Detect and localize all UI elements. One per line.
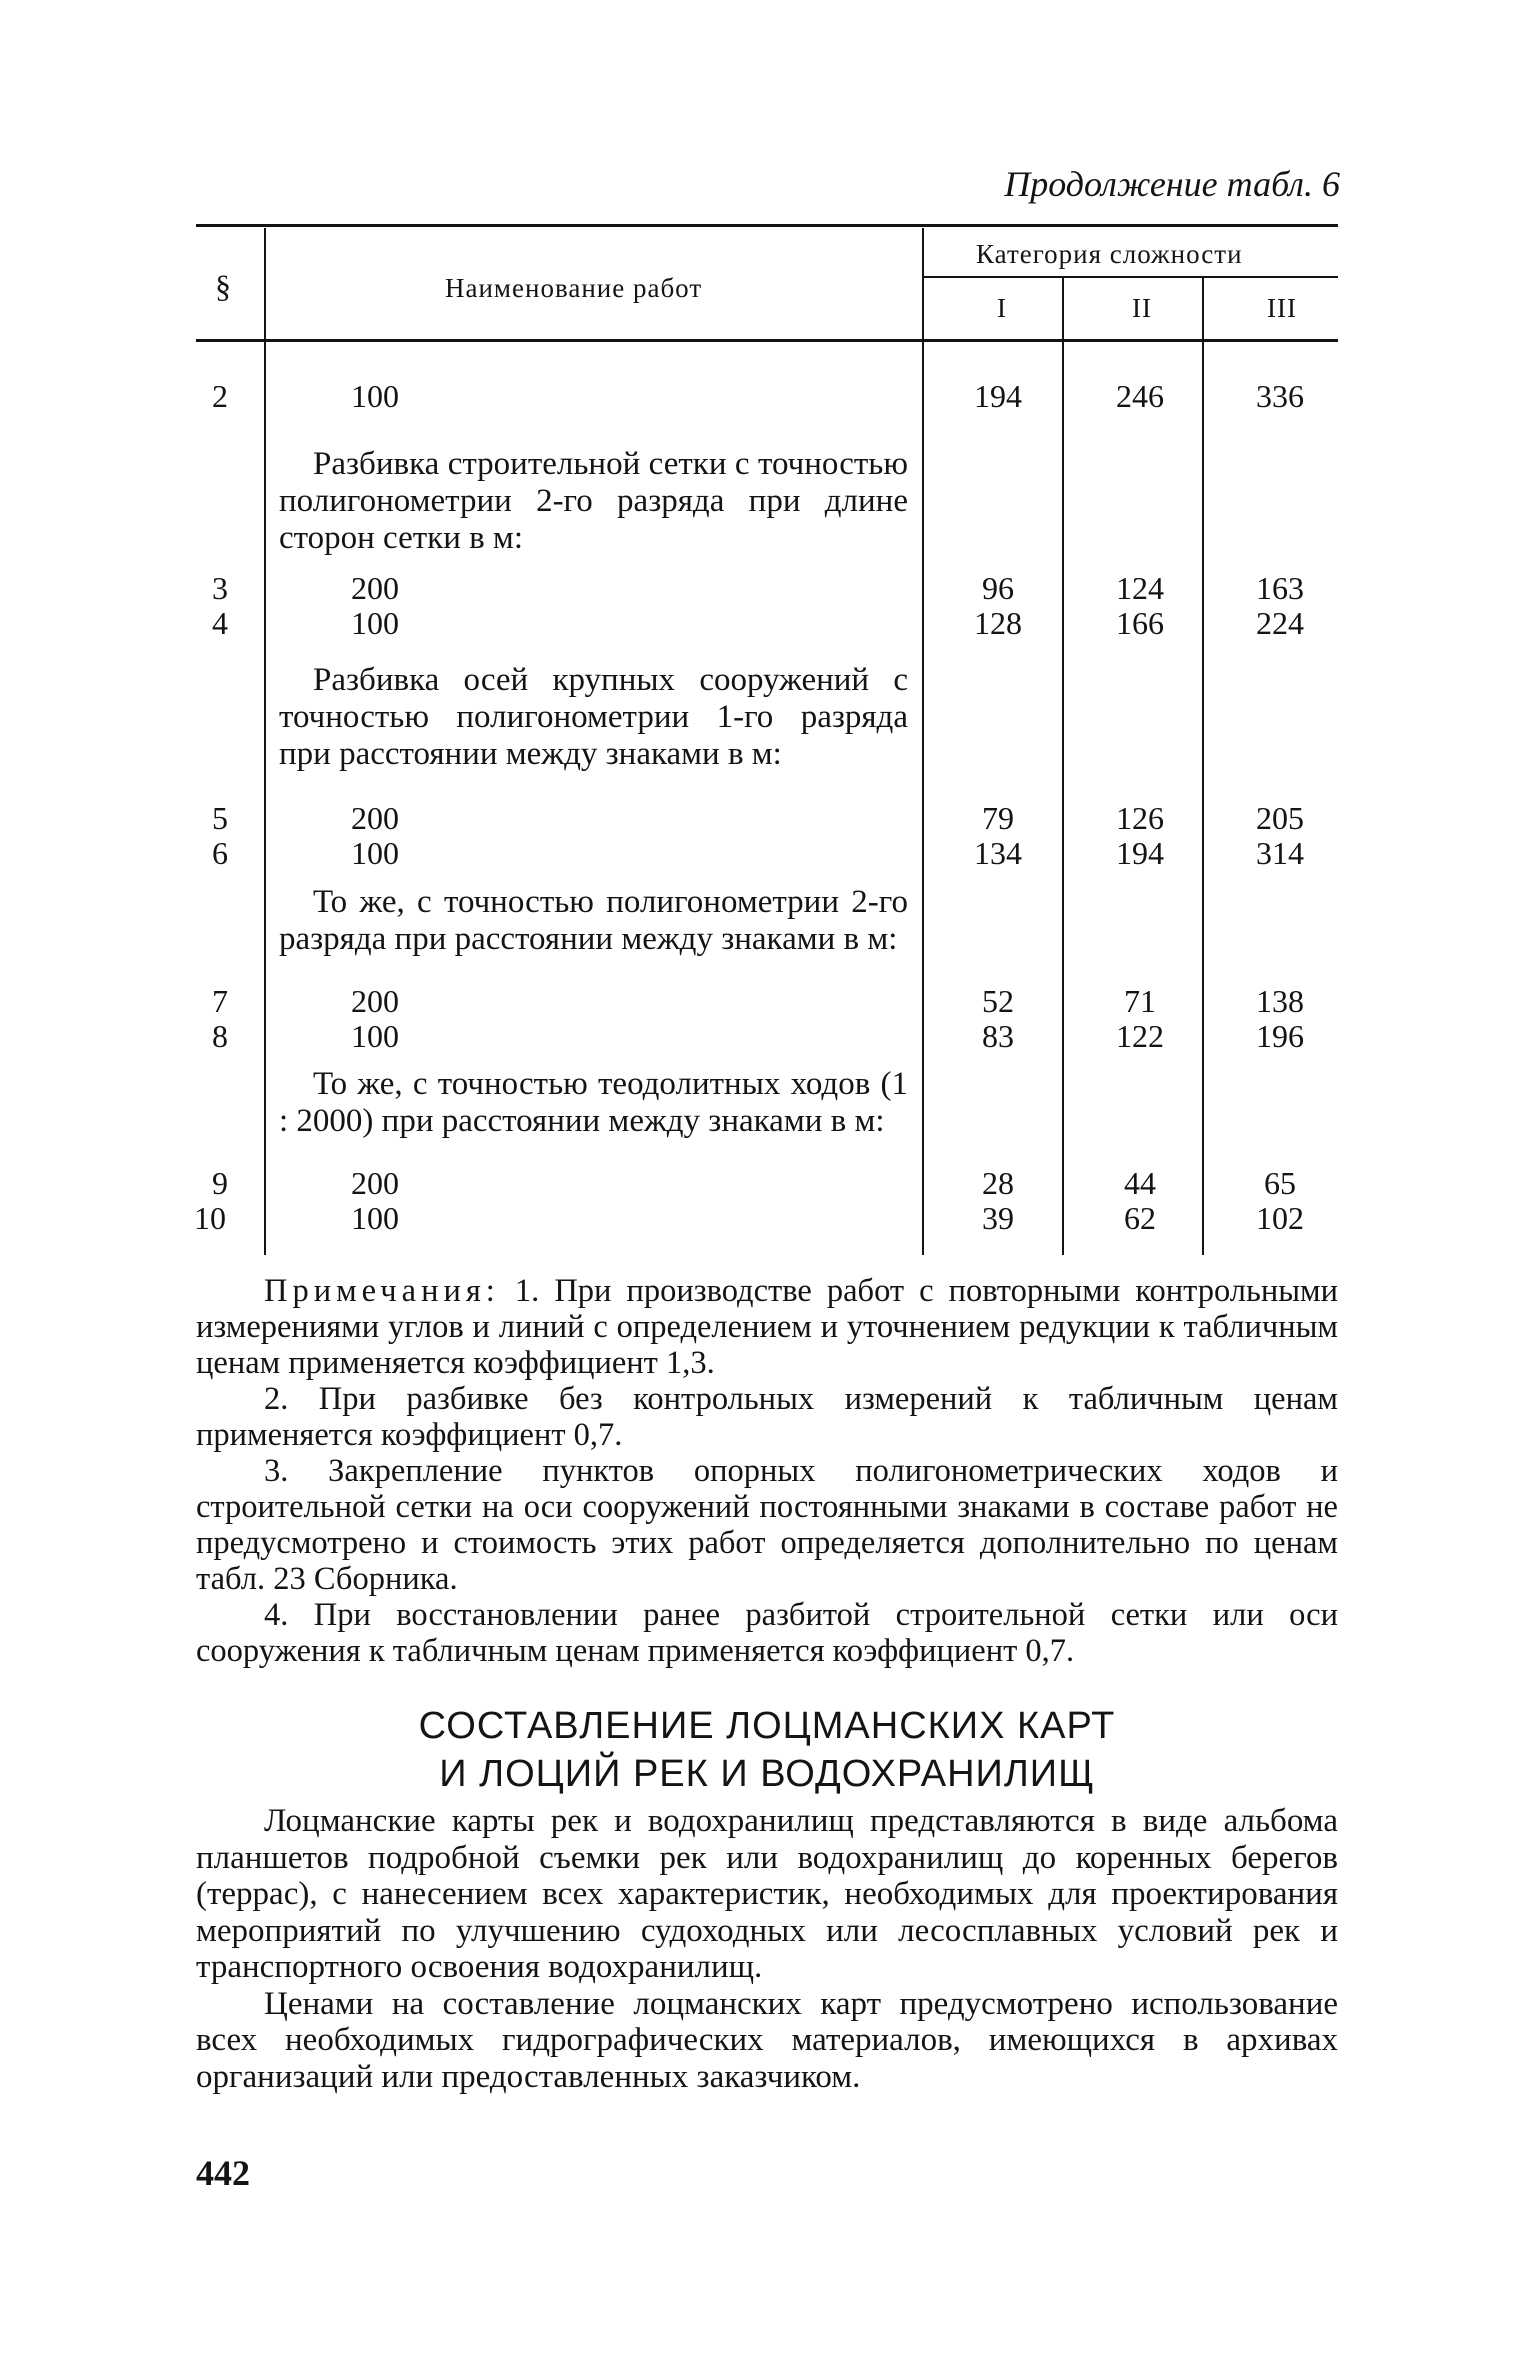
row-value-cat2: 62	[1124, 1200, 1156, 1236]
row-value-cat1: 79	[982, 800, 1014, 836]
table-vline-name	[922, 228, 924, 1255]
row-num: 9	[212, 1165, 228, 1201]
row-num: 5	[212, 800, 228, 836]
row-value-cat3: 196	[1256, 1018, 1304, 1054]
row-name: 100	[351, 605, 399, 641]
row-name: 200	[351, 1165, 399, 1201]
row-num: 7	[212, 983, 228, 1019]
body-paragraph: Ценами на составление лоцманских карт предусмотрено использование всех необходимых гидрографических материалов, имеющихся в архивах организаций или предоставленных заказчиком.	[196, 1985, 1338, 2095]
row-name: 200	[351, 800, 399, 836]
row-value-cat3: 205	[1256, 800, 1304, 836]
row-value-cat3: 336	[1256, 378, 1304, 414]
row-name: 100	[351, 835, 399, 871]
row-name: 100	[351, 1018, 399, 1054]
col-header-section: §	[215, 268, 231, 304]
row-value-cat3: 138	[1256, 983, 1304, 1019]
row-num: 8	[212, 1018, 228, 1054]
table-top-rule	[196, 224, 1338, 227]
group-header-text: Разбивка осей крупных сооружений с точностью полигонометрии 1-го разряда при расстоянии между знаками в м:	[279, 662, 908, 772]
row-value-cat2: 71	[1124, 983, 1156, 1019]
row-value-cat1: 194	[974, 378, 1022, 414]
note-item	[196, 1273, 1338, 1381]
group-header: То же, с точностью полигонометрии 2-го разряда при расстоянии между знаками в м:	[279, 884, 908, 957]
note-item: 2. При разбивке без контрольных измерений к табличным ценам применяется коэффициент 0,7.	[196, 1381, 1338, 1453]
row-value-cat3: 314	[1256, 835, 1304, 871]
row-value-cat1: 83	[982, 1018, 1014, 1054]
table-continuation-label: Продолжение табл. 6	[1004, 164, 1340, 204]
notes-label: Примечания:	[264, 1273, 500, 1309]
row-num: 4	[212, 605, 228, 641]
row-name: 200	[351, 570, 399, 606]
body-paragraph: Лоцманские карты рек и водохранилищ представляются в виде альбома планшетов подробной съемки рек или водохранилищ до коренных берегов (террас), с нанесением всех характеристик, необходимых для проектирования мероприятий по улучшению судоходных или лесосплавных условий рек и транспортного освоения водохранилищ.	[196, 1803, 1338, 1985]
section-title	[196, 1702, 1338, 1798]
table-vline-cat1	[1062, 278, 1064, 1255]
section-title-line: И ЛОЦИЙ РЕК И ВОДОХРАНИЛИЩ	[439, 1753, 1095, 1795]
table-header-bottom-rule	[196, 339, 1338, 342]
row-value-cat1: 28	[982, 1165, 1014, 1201]
row-num: 3	[212, 570, 228, 606]
col-header-cat1: I	[997, 293, 1007, 323]
category-header-rule	[922, 276, 1338, 278]
note-item: 4. При восстановлении ранее разбитой строительной сетки или оси сооружения к табличным ценам применяется коэффициент 0,7.	[196, 1597, 1338, 1669]
col-header-cat2: II	[1132, 293, 1152, 323]
row-num: 6	[212, 835, 228, 871]
table-vline-cat2	[1202, 278, 1204, 1255]
note-text: 1. При производстве работ с повторными контрольными измерениями углов и линий с определением и уточнением редукции к табличным ценам применяется коэффициент 1,3.	[196, 1273, 1339, 1381]
section-body	[196, 1803, 1338, 2095]
row-value-cat3: 65	[1264, 1165, 1296, 1201]
col-header-name: Наименование работ	[445, 273, 703, 303]
row-value-cat1: 39	[982, 1200, 1014, 1236]
row-value-cat2: 166	[1116, 605, 1164, 641]
row-name: 100	[351, 1200, 399, 1236]
group-header: То же, с точностью теодолитных ходов (1 : 2000) при расстоянии между знаками в м:	[279, 1066, 908, 1139]
row-value-cat1: 134	[974, 835, 1022, 871]
row-num: 2	[212, 378, 228, 414]
row-value-cat2: 44	[1124, 1165, 1156, 1201]
row-value-cat2: 194	[1116, 835, 1164, 871]
col-header-category: Категория сложности	[976, 239, 1243, 269]
row-value-cat3: 224	[1256, 605, 1304, 641]
row-value-cat2: 246	[1116, 378, 1164, 414]
page-number: 442	[196, 2153, 250, 2193]
row-value-cat3: 102	[1256, 1200, 1304, 1236]
row-value-cat3: 163	[1256, 570, 1304, 606]
row-num: 10	[194, 1200, 226, 1236]
row-value-cat1: 52	[982, 983, 1014, 1019]
row-name: 100	[351, 378, 399, 414]
row-name: 200	[351, 983, 399, 1019]
row-value-cat2: 122	[1116, 1018, 1164, 1054]
row-value-cat2: 124	[1116, 570, 1164, 606]
row-value-cat1: 128	[974, 605, 1022, 641]
row-value-cat2: 126	[1116, 800, 1164, 836]
note-item: 3. Закрепление пунктов опорных полигонометрических ходов и строительной сетки на оси сооружений постоянными знаками в составе работ не предусмотрено и стоимость этих работ определяется дополнительно по ценам табл. 23 Сборника.	[196, 1453, 1338, 1597]
group-header: Разбивка строительной сетки с точностью полигонометрии 2-го разряда при длине сторон сетки в м:	[279, 446, 908, 556]
section-title-line: СОСТАВЛЕНИЕ ЛОЦМАНСКИХ КАРТ	[418, 1705, 1116, 1747]
col-header-cat3: III	[1267, 293, 1297, 323]
table-notes	[196, 1273, 1338, 1669]
row-value-cat1: 96	[982, 570, 1014, 606]
group-header	[279, 662, 908, 773]
table-vline-section	[264, 228, 266, 1255]
